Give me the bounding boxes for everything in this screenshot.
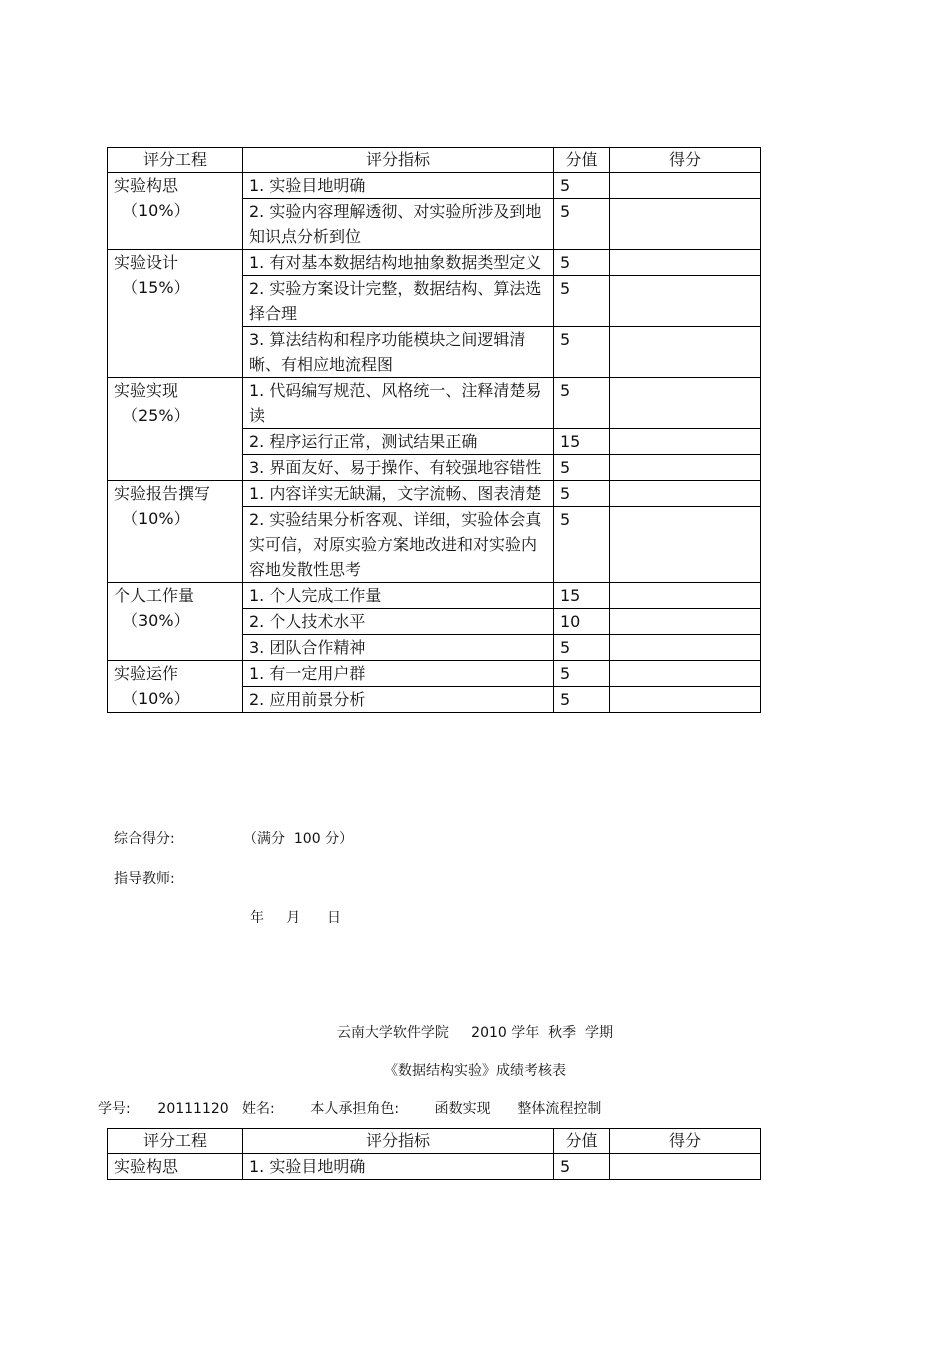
score-cell — [610, 609, 761, 635]
section-cell — [108, 481, 243, 583]
table-row — [108, 173, 761, 199]
table-row — [108, 378, 761, 429]
value-cell: 10 — [554, 609, 610, 635]
indicator-cell: 2. 实验内容理解透彻、对实验所涉及到地知识点分析到位 — [243, 199, 554, 250]
section-cell — [108, 583, 243, 661]
grade-table — [107, 147, 761, 713]
score-cell — [610, 250, 761, 276]
table-row — [108, 661, 761, 687]
teacher-label: 指导教师: — [114, 871, 175, 887]
grade-table-2 — [107, 1128, 761, 1180]
value-cell: 5 — [554, 635, 610, 661]
indicator-cell: 2. 个人技术水平 — [243, 609, 554, 635]
value-cell: 5 — [554, 173, 610, 199]
total-score-note: （满分 100 分） — [243, 831, 354, 847]
indicator-cell: 1. 有一定用户群 — [243, 661, 554, 687]
header-indicator: 评分指标 — [243, 148, 554, 173]
date-line: 年 月 日 — [250, 910, 341, 926]
header-item: 评分工程 — [108, 1129, 243, 1154]
indicator-cell: 3. 算法结构和程序功能模块之间逻辑清晰、有相应地流程图 — [243, 327, 554, 378]
value-cell: 15 — [554, 583, 610, 609]
section-name: 实验构思 — [108, 1154, 243, 1180]
table-header-row — [108, 148, 761, 173]
school-semester-line: 云南大学软件学院 2010 学年 秋季 学期 — [336, 1025, 614, 1041]
score-cell — [610, 687, 761, 713]
score-cell — [610, 507, 761, 583]
score-cell — [610, 429, 761, 455]
indicator-cell: 1. 实验目地明确 — [243, 173, 554, 199]
score-cell — [610, 378, 761, 429]
section-name: 实验构思 — [114, 176, 179, 195]
indicator-cell: 2. 实验方案设计完整，数据结构、算法选择合理 — [243, 276, 554, 327]
value-cell: 5 — [554, 199, 610, 250]
total-score-label: 综合得分: — [114, 831, 175, 847]
section-weight: （10%） — [122, 689, 190, 708]
indicator-cell: 1. 个人完成工作量 — [243, 583, 554, 609]
section-cell — [108, 250, 243, 378]
indicator-cell: 1. 代码编写规范、风格统一、注释清楚易读 — [243, 378, 554, 429]
header-score: 得分 — [610, 1129, 761, 1154]
table-row — [108, 481, 761, 507]
score-cell — [610, 173, 761, 199]
value-cell: 5 — [554, 1154, 610, 1180]
score-cell — [610, 583, 761, 609]
header-item: 评分工程 — [108, 148, 243, 173]
value-cell: 5 — [554, 378, 610, 429]
section-name: 实验运作 — [114, 664, 179, 683]
indicator-cell: 1. 内容详实无缺漏，文字流畅、图表清楚 — [243, 481, 554, 507]
indicator-cell: 1. 实验目地明确 — [243, 1154, 554, 1180]
section-name: 个人工作量 — [114, 586, 195, 605]
score-cell — [610, 635, 761, 661]
value-cell: 5 — [554, 507, 610, 583]
value-cell: 5 — [554, 687, 610, 713]
section-weight: （10%） — [122, 509, 190, 528]
table-row — [108, 1154, 761, 1180]
score-cell — [610, 276, 761, 327]
student-info-line: 学号: 20111120 姓名: 本人承担角色: 函数实现 整体流程控制 — [98, 1101, 602, 1117]
section-weight: （10%） — [122, 201, 190, 220]
indicator-cell: 2. 实验结果分析客观、详细，实验体会真实可信，对原实验方案地改进和对实验内容地发散性思考 — [243, 507, 554, 583]
value-cell: 5 — [554, 327, 610, 378]
header-value: 分值 — [554, 1129, 610, 1154]
indicator-cell: 1. 有对基本数据结构地抽象数据类型定义 — [243, 250, 554, 276]
table-row — [108, 583, 761, 609]
score-cell — [610, 327, 761, 378]
table-header-row — [108, 1129, 761, 1154]
score-cell — [610, 1154, 761, 1180]
header-indicator: 评分指标 — [243, 1129, 554, 1154]
section-cell — [108, 378, 243, 481]
header-value: 分值 — [554, 148, 610, 173]
value-cell: 5 — [554, 661, 610, 687]
score-cell — [610, 481, 761, 507]
form-title: 《数据结构实验》成绩考核表 — [384, 1063, 566, 1079]
score-cell — [610, 661, 761, 687]
value-cell: 5 — [554, 481, 610, 507]
indicator-cell: 2. 程序运行正常，测试结果正确 — [243, 429, 554, 455]
table-row — [108, 250, 761, 276]
section-name: 实验实现 — [114, 381, 179, 400]
section-name: 实验设计 — [114, 253, 179, 272]
value-cell: 5 — [554, 250, 610, 276]
section-weight: （30%） — [122, 611, 190, 630]
section-cell — [108, 173, 243, 250]
value-cell: 5 — [554, 276, 610, 327]
indicator-cell: 3. 界面友好、易于操作、有较强地容错性 — [243, 455, 554, 481]
section-cell — [108, 661, 243, 713]
indicator-cell: 2. 应用前景分析 — [243, 687, 554, 713]
header-score: 得分 — [610, 148, 761, 173]
score-cell — [610, 199, 761, 250]
score-cell — [610, 455, 761, 481]
section-weight: （25%） — [122, 406, 190, 425]
value-cell: 15 — [554, 429, 610, 455]
section-name: 实验报告撰写 — [114, 484, 211, 503]
section-weight: （15%） — [122, 278, 190, 297]
indicator-cell: 3. 团队合作精神 — [243, 635, 554, 661]
value-cell: 5 — [554, 455, 610, 481]
